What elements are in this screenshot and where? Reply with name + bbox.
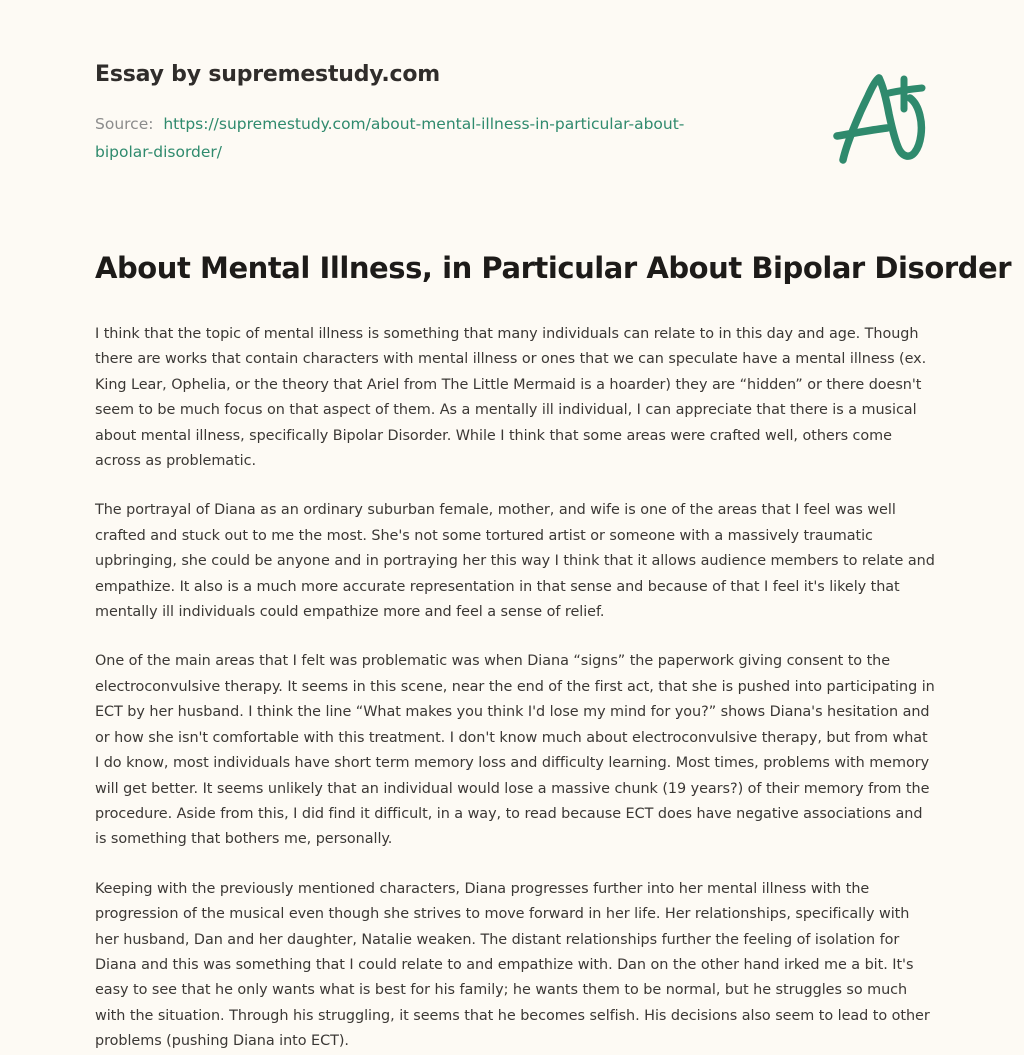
source-line xyxy=(95,110,735,166)
article-body xyxy=(95,322,935,1055)
a-plus-logo-icon xyxy=(816,62,944,174)
source-label: Source: xyxy=(95,115,154,133)
article-paragraph: I think that the topic of mental illness is something that many individuals can relate to in this day and age. Though there are works that contain characters with mental illness or ones that we can speculate have a mental illness (ex. King Lear, Ophelia, or the theory that Ariel from The Little Mermaid is a hoarder) they are “hidden” or there doesn't seem to be much focus on that aspect of them. As a mentally ill individual, I can appreciate that there is a musical about mental illness, specifically Bipolar Disorder. While I think that some areas were crafted well, others come across as problematic. xyxy=(95,326,927,470)
article-paragraph: One of the main areas that I felt was problematic was when Diana “signs” the paperwork giving consent to the electroconvulsive therapy. It seems in this scene, near the end of the first act, that she is pushed into participating in ECT by her husband. I think the line “What makes you think I'd lose my mind for you?” shows Diana's hesitation and or how she isn't comfortable with this treatment. I don't know much about electroconvulsive therapy, but from what I do know, most individuals have short term memory loss and difficulty learning. Most times, problems with memory will get better. It seems unlikely that an individual would lose a massive chunk (19 years?) of their memory from the procedure. Aside from this, I did find it difficult, in a way, to read because ECT does have negative associations and is something that bothers me, personally. xyxy=(95,653,935,848)
essay-byline: Essay by supremestudy.com xyxy=(95,62,441,87)
source-url-link[interactable]: https://supremestudy.com/about-mental-illness-in-particular-about-bipolar-disorder/ xyxy=(95,115,685,161)
article xyxy=(95,248,1012,1055)
article-paragraph: The portrayal of Diana as an ordinary suburban female, mother, and wife is one of the areas that I feel was well crafted and stuck out to me the most. She's not some tortured artist or someone with a massively traumatic upbringing, she could be anyone and in portraying her this way I think that it allows audience members to relate and empathize. It also is a much more accurate representation in that sense and because of that I feel it's likely that mentally ill individuals could empathize more and feel a sense of relief. xyxy=(95,502,935,621)
article-paragraph: Keeping with the previously mentioned characters, Diana progresses further into her mental illness with the progression of the musical even though she strives to move forward in her life. Her relationships, specifically with her husband, Dan and her daughter, Natalie weaken. The distant relationships further the feeling of isolation for Diana and this was something that I could relate to and empathize with. Dan on the other hand irked me a bit. It's easy to see that he only wants what is best for his family; he wants them to be normal, but he struggles so much with the situation. Through his struggling, it seems that he becomes selfish. His decisions also seem to lead to other problems (pushing Diana into ECT). xyxy=(95,880,930,1050)
page-header xyxy=(0,0,1024,200)
page-title: About Mental Illness, in Particular About Bipolar Disorder xyxy=(95,251,1012,285)
